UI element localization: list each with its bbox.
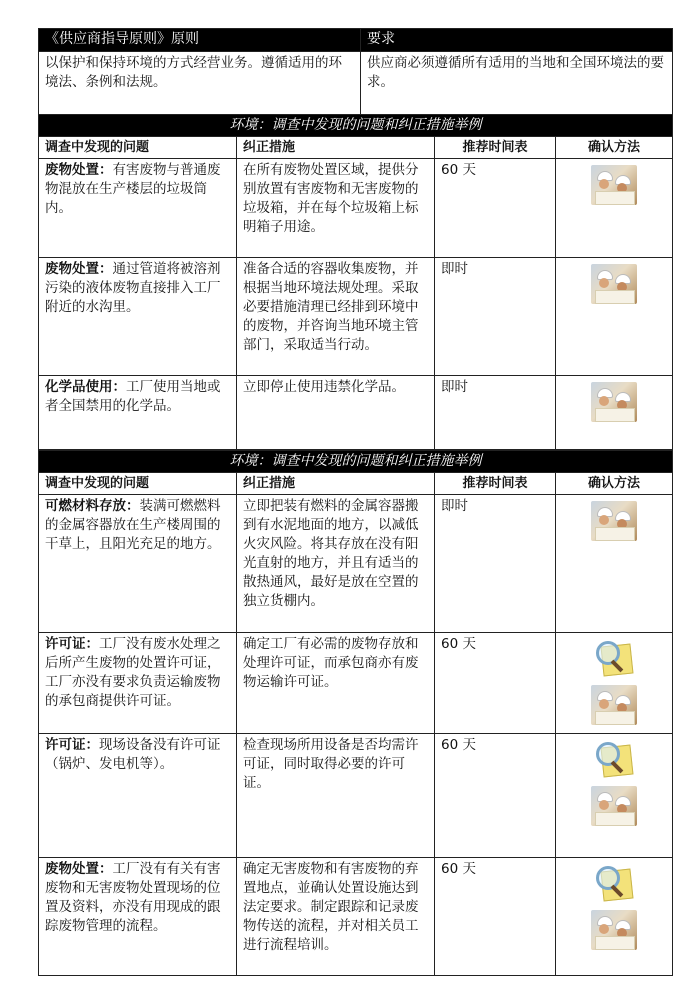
verify-cell bbox=[556, 858, 673, 976]
issue-cell bbox=[39, 734, 237, 858]
issue-cell bbox=[39, 159, 237, 258]
issues-table-1 bbox=[38, 114, 673, 450]
schedule-col-header: 推荐时间表 bbox=[435, 473, 556, 495]
issue-title: 可燃材料存放： bbox=[45, 498, 140, 514]
verify-cell bbox=[556, 633, 673, 734]
table-row bbox=[39, 376, 673, 450]
issue-title: 许可证： bbox=[45, 737, 99, 753]
schedule-cell: 即时 bbox=[435, 258, 556, 376]
action-cell: 准备合适的容器收集废物，并根据当地环境法规处理。采取必要措施清理已经排到环境中的废物，并咨询当地环境主管部门，采取适当行动。 bbox=[237, 258, 435, 376]
issue-title: 化学品使用： bbox=[45, 379, 126, 395]
issue-cell bbox=[39, 858, 237, 976]
table-row bbox=[39, 159, 673, 258]
issue-cell bbox=[39, 376, 237, 450]
schedule-cell: 即时 bbox=[435, 495, 556, 633]
site-inspection-icon bbox=[591, 786, 637, 826]
issue-title: 许可证： bbox=[45, 636, 99, 652]
issue-cell bbox=[39, 633, 237, 734]
table-row bbox=[39, 734, 673, 858]
principle-body-row bbox=[39, 52, 673, 115]
verify-cell bbox=[556, 258, 673, 376]
principle-header-row bbox=[39, 29, 673, 52]
action-cell: 检查现场所用设备是否均需许可证，同时取得必要的许可证。 bbox=[237, 734, 435, 858]
action-cell: 立即把装有燃料的金属容器搬到有水泥地面的地方，以减低火灾风险。将其存放在没有阳光直射的地方，并且有适当的散热通风，最好是放在空置的独立货棚内。 bbox=[237, 495, 435, 633]
schedule-cell: 60 天 bbox=[435, 734, 556, 858]
issue-text: 工厂没有有关有害废物和无害废物处置现场的位置及资料，亦没有用现成的跟踪废物管理的流程。 bbox=[45, 861, 221, 934]
issue-cell bbox=[39, 495, 237, 633]
schedule-cell: 60 天 bbox=[435, 858, 556, 976]
issue-text: 现场设备没有许可证（锅炉、发电机等）。 bbox=[45, 737, 221, 772]
action-cell: 确定无害废物和有害废物的弃置地点，並确认处置设施达到法定要求。制定跟踪和记录废物传送的流程，并对相关员工进行流程培训。 bbox=[237, 858, 435, 976]
action-cell: 立即停止使用违禁化学品。 bbox=[237, 376, 435, 450]
document-review-icon bbox=[594, 740, 634, 776]
section-banner bbox=[39, 115, 673, 137]
table-row bbox=[39, 858, 673, 976]
verify-cell bbox=[556, 376, 673, 450]
section-banner-text: 环境：调查中发现的问题和纠正措施举例 bbox=[39, 115, 673, 137]
issue-col-header: 调查中发现的问题 bbox=[39, 473, 237, 495]
issue-cell bbox=[39, 258, 237, 376]
verify-col-header: 确认方法 bbox=[556, 137, 673, 159]
action-col-header: 纠正措施 bbox=[237, 137, 435, 159]
site-inspection-icon bbox=[591, 910, 637, 950]
principle-text: 以保护和保持环境的方式经营业务。遵循适用的环境法、条例和法规。 bbox=[39, 52, 361, 115]
issue-title: 废物处置： bbox=[45, 261, 113, 277]
verify-col-header: 确认方法 bbox=[556, 473, 673, 495]
schedule-cell: 即时 bbox=[435, 376, 556, 450]
section-banner bbox=[39, 451, 673, 473]
issue-title: 废物处置： bbox=[45, 162, 113, 178]
table-row bbox=[39, 258, 673, 376]
issue-text: 工厂使用当地或者全国禁用的化学品。 bbox=[45, 379, 221, 414]
schedule-col-header: 推荐时间表 bbox=[435, 137, 556, 159]
issue-text: 装满可燃燃料的金属容器放在生产楼周围的干草上，且阳光充足的地方。 bbox=[45, 498, 221, 552]
column-header-row bbox=[39, 473, 673, 495]
verify-cell bbox=[556, 495, 673, 633]
verify-cell bbox=[556, 734, 673, 858]
action-cell: 确定工厂有必需的废物存放和处理许可证，而承包商亦有废物运输许可证。 bbox=[237, 633, 435, 734]
site-inspection-icon bbox=[591, 264, 637, 304]
requirement-text: 供应商必须遵循所有适用的当地和全国环境法的要求。 bbox=[361, 52, 673, 115]
action-cell: 在所有废物处置区域，提供分别放置有害废物和无害废物的垃圾箱，并在每个垃圾箱上标明箱子用途。 bbox=[237, 159, 435, 258]
requirement-col-header: 要求 bbox=[361, 29, 673, 52]
site-inspection-icon bbox=[591, 382, 637, 422]
issue-col-header: 调查中发现的问题 bbox=[39, 137, 237, 159]
issue-title: 废物处置： bbox=[45, 861, 113, 877]
site-inspection-icon bbox=[591, 165, 637, 205]
principle-col-header: 《供应商指导原则》原则 bbox=[39, 29, 361, 52]
schedule-cell: 60 天 bbox=[435, 159, 556, 258]
document-review-icon bbox=[594, 639, 634, 675]
issue-text: 工厂没有废水处理之后所产生废物的处置许可证，工厂亦没有要求负责运输废物的承包商提供许可证。 bbox=[45, 636, 221, 709]
action-col-header: 纠正措施 bbox=[237, 473, 435, 495]
issues-table-2 bbox=[38, 450, 673, 976]
table-row bbox=[39, 495, 673, 633]
site-inspection-icon bbox=[591, 685, 637, 725]
principle-table bbox=[38, 28, 673, 115]
issue-text: 有害废物与普通废物混放在生产楼层的垃圾筒内。 bbox=[45, 162, 221, 216]
table-row bbox=[39, 633, 673, 734]
section-banner-text: 环境：调查中发现的问题和纠正措施举例 bbox=[39, 451, 673, 473]
site-inspection-icon bbox=[591, 501, 637, 541]
issue-text: 通过管道将被溶剂污染的液体废物直接排入工厂附近的水沟里。 bbox=[45, 261, 221, 315]
schedule-cell: 60 天 bbox=[435, 633, 556, 734]
document-review-icon bbox=[594, 864, 634, 900]
column-header-row bbox=[39, 137, 673, 159]
verify-cell bbox=[556, 159, 673, 258]
